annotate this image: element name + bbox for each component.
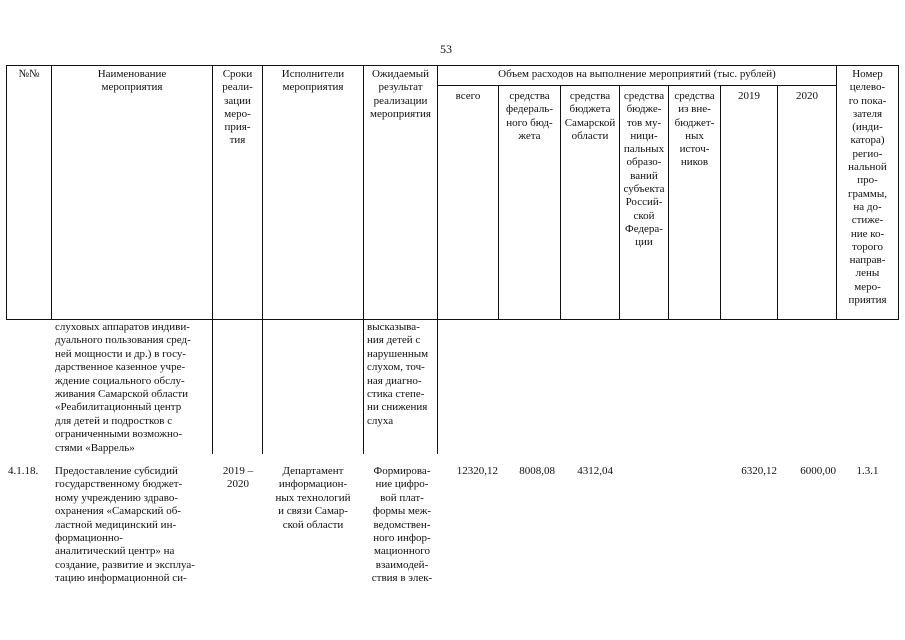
border-terms xyxy=(262,65,263,320)
header-executors: Исполнители мероприятия xyxy=(281,68,345,94)
header-bottom-border xyxy=(6,319,899,320)
header-regional: средства бюджета Самарской области xyxy=(564,90,616,142)
header-result: Ожидаемый результат реализации мероприятия xyxy=(370,68,431,120)
border-right xyxy=(898,65,899,320)
border-num xyxy=(51,65,52,320)
row-2019: 6320,12 xyxy=(741,465,777,477)
header-federal: средства федераль- ного бюд- жета xyxy=(506,90,553,142)
border-left xyxy=(6,65,7,320)
row-indicator: 1.3.1 xyxy=(856,465,879,477)
header-num: №№ xyxy=(18,68,40,80)
continuation-name: слуховых аппаратов индиви- дуального пользования сред- ней мощности и др.) в госу- дарственное казенное учре- ждение социального обслу- живания Самарской области «Реабилитационный центр для детей и подростков с ограниченными возможно- стями «Варрель» xyxy=(55,321,191,454)
header-2020: 2020 xyxy=(796,90,818,102)
row-regional: 4312,04 xyxy=(577,465,613,477)
continuation-line-executors xyxy=(363,320,364,454)
continuation-line-result xyxy=(437,320,438,454)
page-number: 53 xyxy=(440,42,452,56)
table-header xyxy=(6,65,899,320)
border-offbudget xyxy=(720,85,721,320)
header-municipal: средства бюдже- тов му- ници- пальных образо- ваний субъекта Россий- ской Федера- ции xyxy=(623,90,665,249)
row-executors: Департамент информацион- ных технологий и связи Самар- ской области xyxy=(275,465,351,531)
border-2019 xyxy=(777,85,778,320)
row-federal: 8008,08 xyxy=(519,465,555,477)
header-2019: 2019 xyxy=(738,90,760,102)
header-top-border xyxy=(6,65,899,66)
continuation-result: высказыва- ния детей с нарушенным слухом, точ- ная диагно- стика степе- ни снижения слуха xyxy=(367,321,429,427)
header-terms: Сроки реали- зации меро- прия- тия xyxy=(222,68,253,147)
row-name: Предоставление субсидий государственному бюджет- ному учреждению здраво- охранения «Самарский об- ластной медицинский ин- формационно- аналитический центр» на создание, развитие и эксплуа- тацию информационной си- xyxy=(55,465,195,585)
row-result: Формирова- ние цифро- вой плат- формы меж- ведомствен- ного инфор- мационного взаимодей- ствия в элек- xyxy=(371,465,433,585)
row-num: 4.1.18. xyxy=(8,465,39,477)
header-name: Наименование мероприятия xyxy=(97,68,167,94)
row-terms: 2019 – 2020 xyxy=(222,465,254,491)
row-total: 12320,12 xyxy=(456,465,498,477)
header-offbudget: средства из вне- бюджет- ных источ- ников xyxy=(674,90,715,169)
header-indicator: Номер целево- го пока- зателя (инди- катора) регио- нальной про- граммы, на до- стиже- ние ко- торого направ- лены меро- приятия xyxy=(848,68,887,307)
header-expenses: Объем расходов на выполнение мероприятий (тыс. рублей) xyxy=(498,68,776,80)
continuation-line-terms xyxy=(262,320,263,454)
row-2020: 6000,00 xyxy=(800,465,836,477)
header-total: всего xyxy=(455,90,481,102)
